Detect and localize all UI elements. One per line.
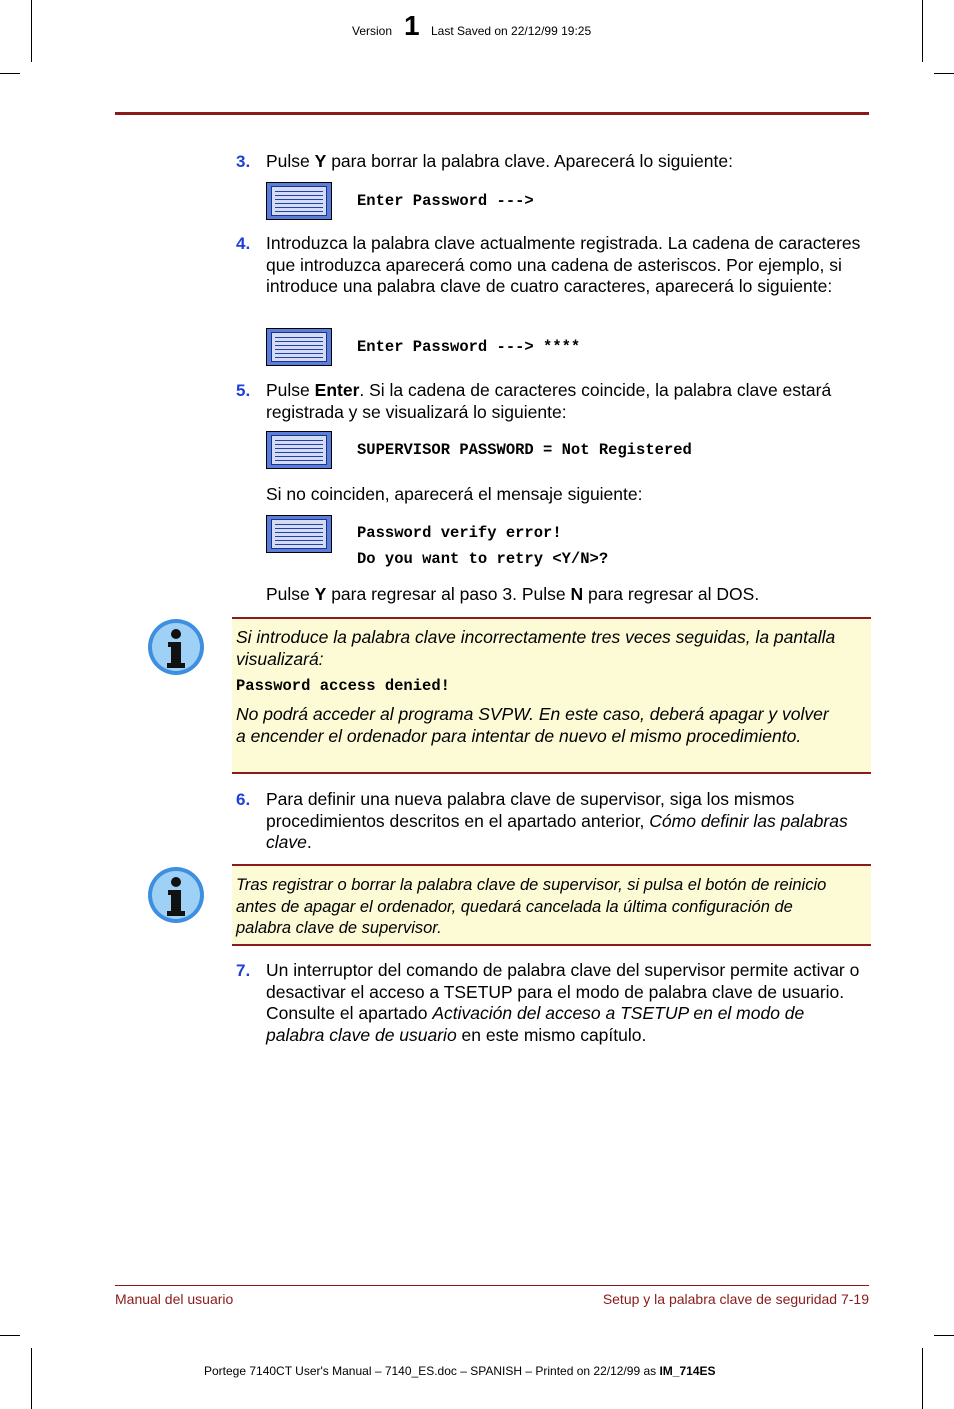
info-icon xyxy=(147,618,205,676)
text: . Si la cadena de caracteres coincide, la palabra clave estará registrada y se visualizará lo siguiente: xyxy=(266,380,832,422)
footer-right: Setup y la palabra clave de seguridad 7-19 xyxy=(602,1291,869,1307)
note-intro: Si introduce la palabra clave incorrectamente tres veces seguidas, la pantalla visualizará: xyxy=(236,627,836,669)
text: Portege 7140CT User's Manual – 7140_ES.doc – SPANISH – Printed on 22/12/99 as xyxy=(204,1364,660,1378)
step-5-text xyxy=(266,380,866,423)
crop-mark xyxy=(922,0,923,62)
screen-icon xyxy=(266,328,332,366)
print-line xyxy=(204,1364,716,1378)
info-icon xyxy=(147,866,205,924)
key: Y xyxy=(314,151,327,171)
crop-mark xyxy=(0,73,20,74)
step-7-text xyxy=(266,960,866,1046)
text: . xyxy=(306,832,312,852)
cross-reference: Activación del acceso a TSETUP en el modo de palabra clave de usuario xyxy=(266,1003,805,1045)
version-label: Version xyxy=(352,24,393,38)
after-text xyxy=(266,584,866,606)
mismatch-text: Si no coinciden, aparecerá el mensaje siguiente: xyxy=(266,484,643,504)
crop-mark xyxy=(934,1335,954,1336)
step-number: 3. xyxy=(236,152,251,171)
screen-icon xyxy=(266,182,332,220)
note-code: Password access denied! xyxy=(236,677,450,695)
step-4-text: Introduzca la palabra clave actualmente registrada. La cadena de caracteres que introduzca aparecerá como una cadena de asteriscos. Por ejemplo, si introduce una palabra clave de cuatro caracteres, aparecerá lo siguiente: xyxy=(266,233,861,296)
crop-mark xyxy=(934,73,954,74)
screen-output: Password verify error! xyxy=(357,524,562,542)
text: para borrar la palabra clave. Aparecerá lo siguiente: xyxy=(326,151,733,171)
step-number: 4. xyxy=(236,234,251,253)
key: N xyxy=(570,584,584,604)
note-box xyxy=(232,617,871,774)
screen-icon xyxy=(266,431,332,469)
top-rule xyxy=(115,112,869,115)
crop-mark xyxy=(0,1335,20,1336)
text: para regresar al paso 3. Pulse xyxy=(326,584,571,604)
footer-left: Manual del usuario xyxy=(115,1291,234,1307)
screen-output: SUPERVISOR PASSWORD = Not Registered xyxy=(357,441,692,459)
key: Y xyxy=(314,584,327,604)
crop-mark xyxy=(31,0,32,62)
step-6-text xyxy=(266,789,866,854)
version-number: 1 xyxy=(404,10,420,41)
step-number: 5. xyxy=(236,381,251,400)
step-number: 7. xyxy=(236,961,251,980)
text: Pulse xyxy=(266,584,315,604)
step-number: 6. xyxy=(236,790,251,809)
crop-mark xyxy=(922,1348,923,1409)
text: Para definir una nueva palabra clave de supervisor, siga los mismos procedimientos descritos en el apartado anterior, xyxy=(266,789,795,831)
doc-id: IM_714ES xyxy=(659,1364,716,1378)
last-saved: Last Saved on 22/12/99 19:25 xyxy=(431,24,592,38)
note-body: Tras registrar o borrar la palabra clave de supervisor, si pulsa el botón de reinicio antes de apagar el ordenador, quedará cancelada la última configuración de palabra clave de supervisor. xyxy=(236,876,827,937)
text: Pulse xyxy=(266,151,315,171)
note-body: No podrá acceder al programa SVPW. En este caso, deberá apagar y volver a encender el ordenador para intentar de nuevo el mismo procedimiento. xyxy=(236,704,829,746)
bottom-rule xyxy=(115,1285,869,1286)
text: Un interruptor del comando de palabra clave del supervisor permite activar o desactivar el acceso a TSETUP para el modo de palabra clave de usuario. Consulte el apartado xyxy=(266,960,860,1023)
note-box xyxy=(232,864,871,946)
text: Pulse xyxy=(266,380,315,400)
step-3-text xyxy=(266,151,866,173)
text: para regresar al DOS. xyxy=(583,584,760,604)
screen-output: Do you want to retry <Y/N>? xyxy=(357,550,609,568)
screen-icon xyxy=(266,515,332,553)
crop-mark xyxy=(31,1348,32,1409)
screen-output: Enter Password ---> xyxy=(357,192,534,210)
cross-reference: Cómo definir las palabras clave xyxy=(266,810,848,852)
screen-output: Enter Password ---> **** xyxy=(357,338,581,356)
text: en este mismo capítulo. xyxy=(456,1024,647,1045)
key: Enter xyxy=(314,380,360,400)
